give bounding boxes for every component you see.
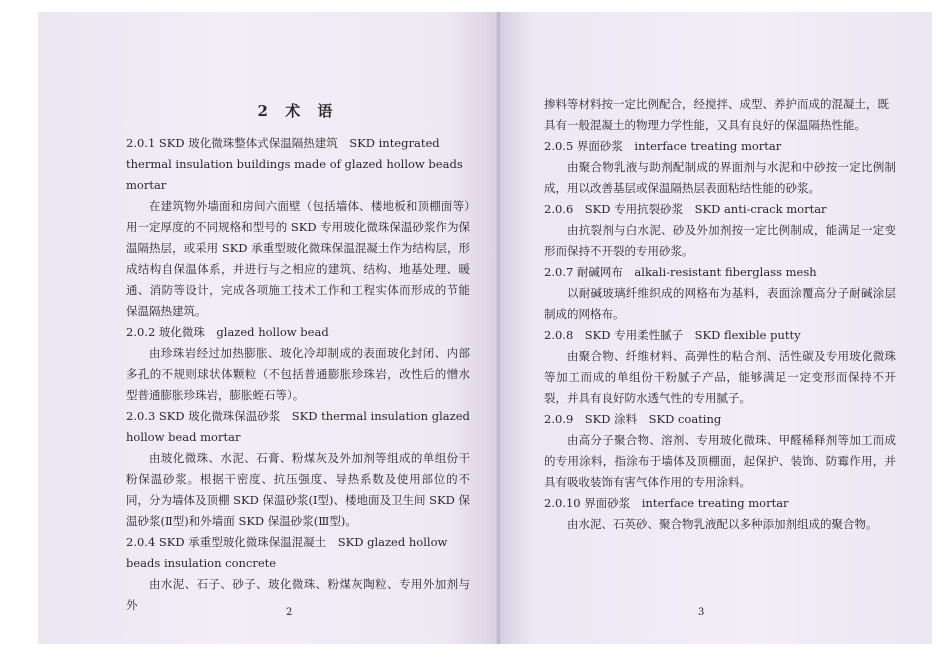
definition-paragraph: 由抗裂剂与白水泥、砂及外加剂按一定比例制成，能满足一定变形而保持不开裂的专用砂浆。	[544, 223, 896, 258]
term-heading: 2.0.3 SKD 玻化微珠保温砂浆 SKD thermal insulation glazed hollow bead mortar	[126, 409, 470, 444]
definition-paragraph: 由水泥、石子、砂子、玻化微珠、粉煤灰陶粒、专用外加剂与外	[126, 577, 470, 612]
term-heading: 2.0.10 界面砂浆 interface treating mortar	[544, 496, 789, 510]
page-number-right: 3	[698, 607, 705, 618]
term-heading: 2.0.5 界面砂浆 interface treating mortar	[544, 139, 782, 153]
section-heading: 2 术 语	[257, 102, 339, 120]
term-heading: 2.0.6 SKD 专用抗裂砂浆 SKD anti-crack mortar	[544, 202, 827, 216]
term-heading: 2.0.9 SKD 涂料 SKD coating	[544, 412, 722, 426]
term-heading: 掺料等材料按一定比例配合，经搅拌、成型、养护而成的混凝土，既具有一般混凝土的物理力学性能，又具有良好的保温隔热性能。	[544, 97, 889, 132]
definition-paragraph: 由聚合物、纤维材料、高弹性的粘合剂、活性碳及专用玻化微珠等加工而成的单组份干粉腻子产品，能够满足一定变形而保持不开裂，并具有良好防水透气性的专用腻子。	[544, 349, 896, 405]
term-heading: 2.0.1 SKD 玻化微珠整体式保温隔热建筑 SKD integrated thermal insulation buildings made of glazed hollow beads mortar	[126, 136, 463, 192]
open-book	[38, 12, 932, 644]
term-heading: 2.0.4 SKD 承重型玻化微珠保温混凝土 SKD glazed hollow beads insulation concrete	[126, 535, 448, 570]
right-page-content	[544, 94, 896, 535]
definition-paragraph: 由珍珠岩经过加热膨胀、玻化冷却制成的表面玻化封闭、内部多孔的不规则球状体颗粒（不包括普通膨胀珍珠岩，改性后的憎水型普通膨胀珍珠岩，膨胀蛭石等）。	[126, 346, 470, 402]
definition-paragraph: 由玻化微珠、水泥、石膏、粉煤灰及外加剂等组成的单组份干粉保温砂浆。根据干密度、抗压强度、导热系数及使用部位的不同，分为墙体及顶棚 SKD 保温砂浆(Ⅰ型)、楼地面及卫生间 SKD 保温砂浆(Ⅱ型)和外墙面 SKD 保温砂浆(Ⅲ型)。	[126, 451, 471, 528]
term-heading: 2.0.2 玻化微珠 glazed hollow bead	[126, 325, 329, 339]
definition-paragraph: 在建筑物外墙面和房间六面壁（包括墙体、楼地板和顶棚面等）用一定厚度的不同规格和型号的 SKD 专用玻化微珠保温砂浆作为保温隔热层，或采用 SKD 承重型玻化微珠保温混凝土作为结构层，形成结构自保温体系，并进行与之相应的建筑、结构、地基处理、暖通、消防等设计，完成各项施工技术工作和工程实体而形成的节能保温隔热建筑。	[126, 199, 470, 318]
right-page	[500, 12, 932, 644]
left-page	[38, 12, 500, 644]
page-number-left: 2	[286, 607, 293, 618]
definition-paragraph: 由高分子聚合物、溶剂、专用玻化微珠、甲醛稀释剂等加工而成的专用涂料，指涂布于墙体及顶棚面，起保护、装饰、防霉作用，并具有吸收装饰有害气体作用的专用涂料。	[544, 433, 896, 489]
definition-paragraph: 由水泥、石英砂、聚合物乳液配以多种添加剂组成的聚合物。	[567, 517, 878, 531]
term-heading: 2.0.8 SKD 专用柔性腻子 SKD flexible putty	[544, 328, 801, 342]
left-page-content	[126, 133, 470, 616]
definition-paragraph: 由聚合物乳液与助剂配制成的界面剂与水泥和中砂按一定比例制成，用以改善基层或保温隔热层表面粘结性能的砂浆。	[544, 160, 896, 195]
definition-paragraph: 以耐碱玻璃纤维织成的网格布为基料，表面涂覆高分子耐碱涂层制成的网格布。	[544, 286, 896, 321]
term-heading: 2.0.7 耐碱网布 alkali-resistant fiberglass mesh	[544, 265, 817, 279]
